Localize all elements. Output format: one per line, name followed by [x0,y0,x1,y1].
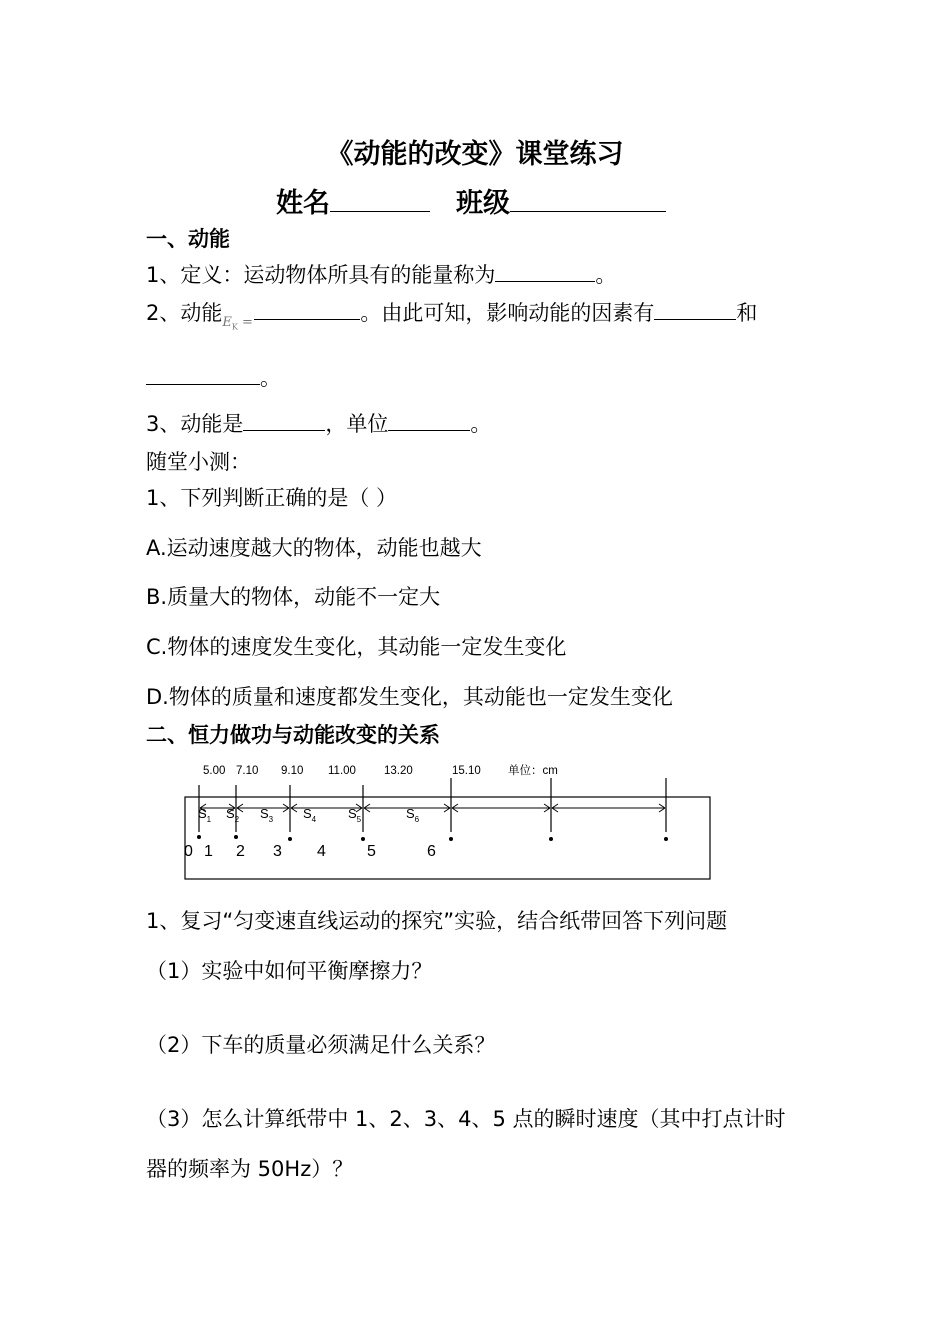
segment-label: $S_6$ [406,806,420,824]
tape-dot [234,835,238,839]
segment-label: $S_2$ [226,806,240,824]
segment-label: $S_3$ [260,806,274,824]
sub-question-3-line2: 器的频率为 50Hz）？ [146,1157,354,1181]
tape-dot [361,837,365,841]
distance-label: 5.00 [203,765,226,777]
distance-label: 11.00 [328,765,356,777]
sub-question-3-line1: （3）怎么计算纸带中 1、2、3、4、5 点的瞬时速度（其中打点计时 [146,1107,786,1131]
distance-label: 7.10 [236,765,259,777]
tape-dots [197,835,668,841]
point-label: 3 [273,843,282,860]
quiz-question-1: 1、下列判断正确的是（ ） [146,486,398,510]
and-text: 和 [736,301,758,325]
option-d[interactable]: D.物体的质量和速度都发生变化，其动能也一定发生变化 [146,685,673,709]
option-c[interactable]: C.物体的速度发生变化，其动能一定发生变化 [146,635,567,659]
point-labels [184,843,436,860]
formula-text: 2、动能 [146,301,223,325]
page-title: 《动能的改变》课堂练习 [326,139,624,170]
quiz-label: 随堂小测： [146,450,251,474]
tape-dot [197,835,201,839]
point-label: 0 [184,843,193,860]
point-label: 5 [367,843,376,860]
ek-formula-symbol: $E_K$ = [222,315,253,332]
sub-question-1: （1）实验中如何平衡摩擦力？ [146,959,433,983]
definition-end: 。 [595,263,617,287]
tape-distance-labels [203,764,558,777]
quantity-end: 。 [470,412,492,436]
unit-label: 单位：cm [508,765,558,777]
section2-heading: 二、恒力做功与动能改变的关系 [146,723,440,747]
segment-arrow [452,804,550,812]
sub-question-2: （2）下车的质量必须满足什么关系？ [146,1033,496,1057]
tape-dot [549,837,553,841]
class-label: 班级 [456,188,510,219]
tape-dot [288,837,292,841]
point-label: 4 [317,843,326,860]
distance-label: 13.20 [384,765,413,777]
factors-end: 。 [260,366,281,390]
segment-arrow [552,804,665,812]
section2-question-1: 1、复习“匀变速直线运动的探究”实验，结合纸带回答下列问题 [146,909,728,933]
segment-label: $S_5$ [348,806,362,824]
segment-label: $S_4$ [303,806,317,824]
segment-labels [198,806,420,824]
definition-text: 1、定义：运动物体所具有的能量称为 [146,263,496,287]
option-a[interactable]: A.运动速度越大的物体，动能也越大 [146,536,482,560]
segment-label: $S_1$ [198,806,212,824]
distance-label: 9.10 [281,765,304,777]
factors-text: 。由此可知，影响动能的因素有 [360,301,655,325]
tape-arrows [200,804,665,812]
point-label: 2 [236,843,245,860]
quantity-text: 3、动能是 [146,412,244,436]
point-label: 6 [427,843,436,860]
section1-heading: 一、动能 [146,227,230,251]
point-label: 1 [204,843,213,860]
name-label: 姓名 [276,188,330,219]
tape-dot [664,837,668,841]
tape-dot [449,837,453,841]
distance-label: 15.10 [452,765,481,777]
option-b[interactable]: B.质量大的物体，动能不一定大 [146,585,441,609]
unit-text: ，单位 [325,412,389,436]
